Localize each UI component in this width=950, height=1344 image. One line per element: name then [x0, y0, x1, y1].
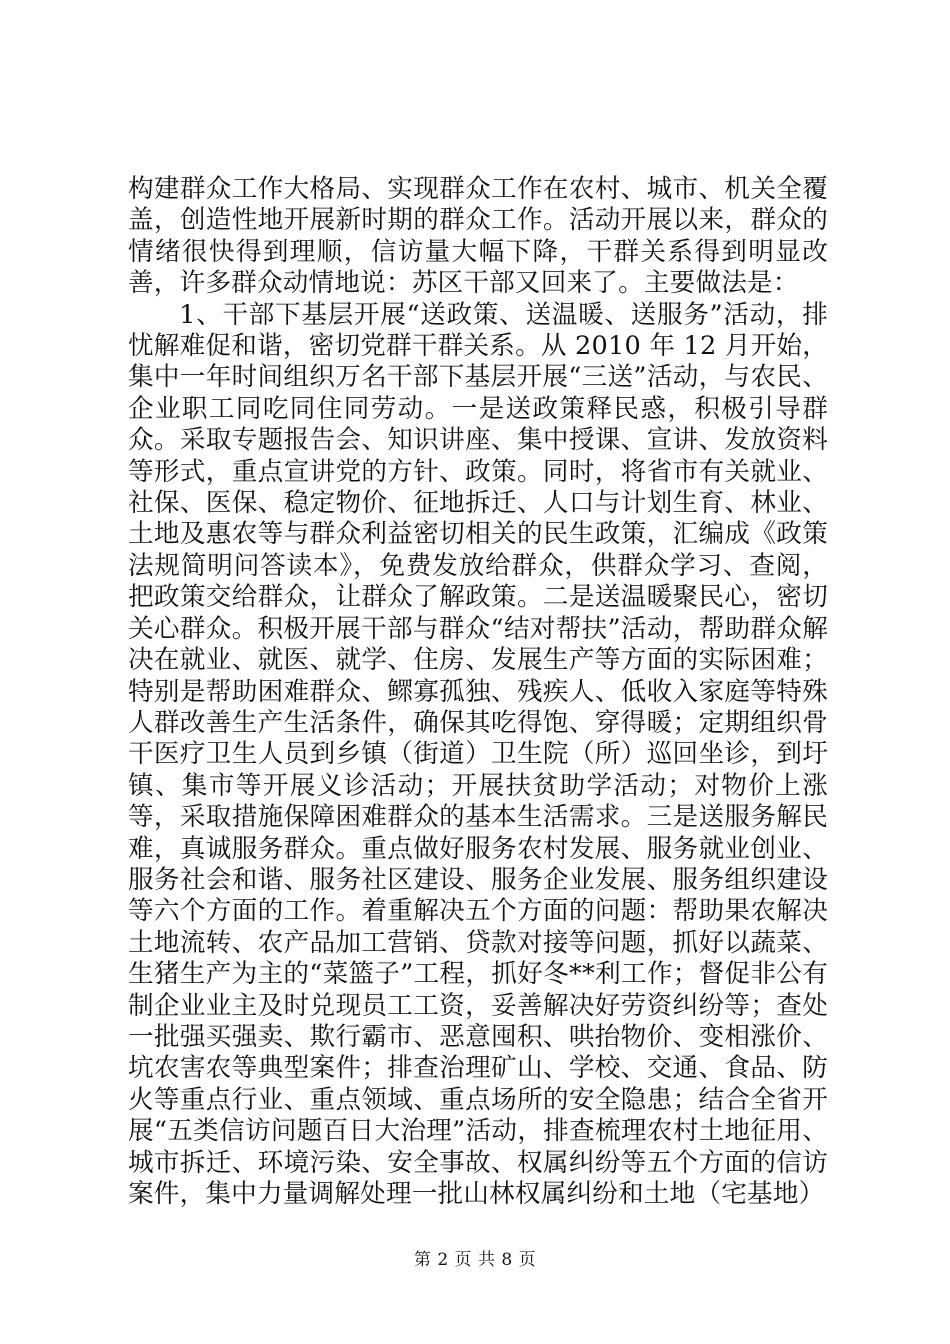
paragraph-intro: 构建群众工作大格局、实现群众工作在农村、城市、机关全覆盖，创造性地开展新时期的群众工作。活动开展以来，群众的情绪很快得到理顺，信访量大幅下降，干群关系得到明显改善，许多群众动情地说：苏区干部又回来了。主要做法是： — [128, 174, 828, 299]
paragraph-item-1: 1、干部下基层开展“送政策、送温暖、送服务”活动，排忧解难促和谐，密切党群干群关系。从 2010 年 12 月开始，集中一年时间组织万名干部下基层开展“三送”活动，与农民、企业职工同吃同住同劳动。一是送政策释民惑，积极引导群众。采取专题报告会、知识讲座、集中授课、宣讲、发放资料等形式，重点宣讲党的方针、政策。同时，将省市有关就业、社保、医保、稳定物价、征地拆迁、人口与计划生育、林业、土地及惠农等与群众利益密切相关的民生政策，汇编成《政策法规简明问答读本》，免费发放给群众，供群众学习、查阅，把政策交给群众，让群众了解政策。二是送温暖聚民心，密切关心群众。积极开展干部与群众“结对帮扶”活动，帮助群众解决在就业、就医、就学、住房、发展生产等方面的实际困难；特别是帮助困难群众、鳏寡孤独、残疾人、低收入家庭等特殊人群改善生产生活条件，确保其吃得饱、穿得暖；定期组织骨干医疗卫生人员到乡镇（街道）卫生院（所）巡回坐诊，到圩镇、集市等开展义诊活动；开展扶贫助学活动；对物价上涨等，采取措施保障困难群众的基本生活需求。三是送服务解民难，真诚服务群众。重点做好服务农村发展、服务就业创业、服务社会和谐、服务社区建设、服务企业发展、服务组织建设等六个方面的工作。着重解决五个方面的问题：帮助果农解决土地流转、农产品加工营销、贷款对接等问题，抓好以蔬菜、生猪生产为主的“菜篮子”工程，抓好冬**利工作；督促非公有制企业业主及时兑现员工工资，妥善解决好劳资纠纷等；查处一批强买强卖、欺行霸市、恶意囤积、哄抬物价、变相涨价、坑农害农等典型案件；排查治理矿山、学校、交通、食品、防火等重点行业、重点领域、重点场所的安全隐患；结合全省开展“五类信访问题百日大治理”活动，排查梳理农村土地征用、城市拆迁、环境污染、安全事故、权属纠纷等五个方面的信访案件，集中力量调解处理一批山林权属纠纷和土地（宅基地） — [128, 299, 828, 1209]
body-text — [128, 174, 828, 1210]
page-footer: 第 2 页 共 8 页 — [413, 1250, 537, 1270]
